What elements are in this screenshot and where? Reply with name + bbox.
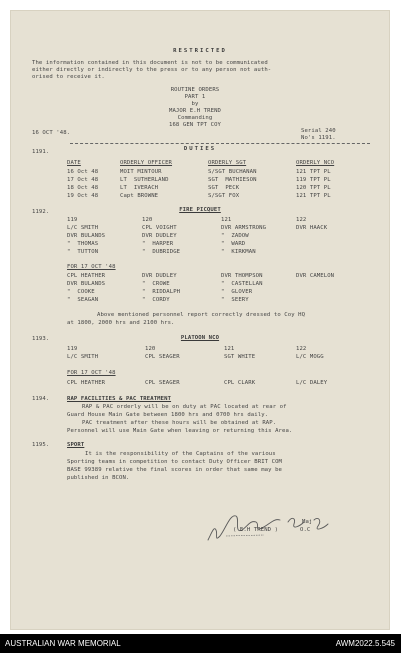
footer-accession-number: AWM2022.5.545: [335, 639, 395, 648]
fire-for-col4-name-1: DVR CAMELON: [296, 273, 335, 279]
rap-line-2: Guard House Main Gate between 1800 hrs and 0700 hrs daily.: [67, 412, 269, 418]
commanding-label: Commanding: [177, 115, 213, 121]
duties-row-1-nco: 121 TPT PL: [296, 169, 331, 175]
fire-121-name-4: " KIRKMAN: [221, 249, 256, 255]
duties-row-4-officer: Capt BROWNE: [120, 193, 159, 199]
fire-note-line-2: at 1800, 2000 hrs and 2100 hrs.: [67, 320, 175, 326]
header-divider: [70, 143, 370, 144]
signature-title: O.C: [300, 527, 311, 533]
order-numbers: No's 1191.: [301, 135, 336, 141]
fire-unit-120: 120: [142, 217, 153, 223]
duties-row-3-officer: LT IVERACH: [120, 185, 159, 191]
order-date: 16 OCT '48.: [32, 130, 71, 136]
duties-row-2-nco: 119 TPT PL: [296, 177, 331, 183]
platoon-unit-120: 120: [145, 346, 156, 352]
section-number-1194: 1194.: [32, 396, 50, 402]
orders-title: ROUTINE ORDERS: [170, 87, 220, 93]
section-number-1192: 1192.: [32, 209, 50, 215]
section-number-1195: 1195.: [32, 442, 50, 448]
duties-row-4-nco: 121 TPT PL: [296, 193, 331, 199]
duties-row-2-sgt: SGT MATHIESON: [208, 177, 257, 183]
notice-line-2: either directly or indirectly to the press or to any person not auth-: [32, 67, 272, 73]
fire-for-col2-name-1: DVR DUDLEY: [142, 273, 177, 279]
fire-119-name-2: DVR BULANDS: [67, 233, 106, 239]
duties-row-3-sgt: SGT PECK: [208, 185, 240, 191]
signature-rank: Maj: [302, 519, 313, 525]
fire-120-name-1: CPL VOIGHT: [142, 225, 177, 231]
fire-for-col3-name-4: " SEERY: [221, 297, 249, 303]
fire-for-col1-name-3: " COOKE: [67, 289, 95, 295]
section-number-1193: 1193.: [32, 336, 50, 342]
sport-line-3: BASE 99389 relative the final scores in order that same may be: [67, 467, 282, 473]
rap-heading: RAP FACILITIES & PAC TREATMENT: [67, 396, 172, 402]
fire-picquet-heading: FIRE PICQUET: [179, 207, 221, 213]
orders-by: by: [191, 101, 199, 107]
commanding-officer: MAJOR E.H TREND: [168, 108, 222, 114]
platoon-name-122: L/C MOGG: [296, 354, 324, 360]
sport-line-4: published in BCON.: [67, 475, 130, 481]
fire-for-col3-name-1: DVR THOMPSON: [221, 273, 263, 279]
serial-number: Serial 240: [301, 128, 336, 134]
fire-unit-119: 119: [67, 217, 78, 223]
duties-col-nco: ORDERLY NCO: [296, 160, 335, 166]
footer-bar: [0, 634, 401, 653]
fire-unit-121: 121: [221, 217, 232, 223]
duties-col-officer: ORDERLY OFFICER: [120, 160, 173, 166]
sport-heading: SPORT: [67, 442, 85, 448]
platoon-unit-119: 119: [67, 346, 78, 352]
unit-name: 168 GEN TPT COY: [168, 122, 222, 128]
duties-row-3-nco: 120 TPT PL: [296, 185, 331, 191]
platoon-for-name-2: CPL SEAGER: [145, 380, 180, 386]
fire-for-col1-name-2: DVR BULANDS: [67, 281, 106, 287]
classification-heading: RESTRICTED: [173, 48, 227, 54]
fire-for-col3-name-3: " GLOVER: [221, 289, 253, 295]
footer-institution: AUSTRALIAN WAR MEMORIAL: [5, 639, 121, 648]
duties-heading: DUTIES: [183, 146, 217, 152]
fire-for-col2-name-3: " RIDDALPH: [142, 289, 181, 295]
platoon-for-name-1: CPL HEATHER: [67, 380, 106, 386]
duties-row-1-sgt: S/SGT BUCHANAN: [208, 169, 257, 175]
platoon-unit-122: 122: [296, 346, 307, 352]
fire-note-line-1: Above mentioned personnel report correctly dressed to Coy HQ: [97, 312, 306, 318]
fire-119-name-4: " TUTTON: [67, 249, 99, 255]
duties-row-4-date: 19 Oct 48: [67, 193, 99, 199]
platoon-for-name-4: L/C DALEY: [296, 380, 328, 386]
platoon-unit-121: 121: [224, 346, 235, 352]
duties-row-1-officer: MOIT MINTOUR: [120, 169, 162, 175]
fire-119-name-3: " THOMAS: [67, 241, 99, 247]
duties-col-sgt: ORDERLY SGT: [208, 160, 247, 166]
fire-for-col2-name-4: " CORDY: [142, 297, 170, 303]
platoon-for-name-3: CPL CLARK: [224, 380, 256, 386]
handwritten-signature: [204, 506, 344, 546]
platoon-for-date-label: FOR 17 OCT '48: [67, 370, 116, 376]
sport-line-1: It is the responsibility of the Captains of the various: [85, 451, 276, 457]
rap-line-1: RAP & PAC orderly will be on duty at PAC located at rear of: [82, 404, 287, 410]
platoon-name-121: SGT WHITE: [224, 354, 256, 360]
fire-unit-122: 122: [296, 217, 307, 223]
fire-120-name-2: DVR DUDLEY: [142, 233, 177, 239]
fire-122-name-1: DVR HAACK: [296, 225, 328, 231]
rap-line-3: PAC treatment after these hours will be obtained at RAP.: [82, 420, 277, 426]
orders-part: PART 1: [184, 94, 206, 100]
duties-row-4-sgt: S/SGT FOX: [208, 193, 240, 199]
sport-line-2: Sporting teams in competition to contact Duty Officer BRIT COM: [67, 459, 282, 465]
duties-col-date: DATE: [67, 160, 81, 166]
platoon-name-120: CPL SEAGER: [145, 354, 180, 360]
fire-120-name-4: " DUBRIDGE: [142, 249, 181, 255]
duties-row-1-date: 16 Oct 48: [67, 169, 99, 175]
fire-120-name-3: " HARPER: [142, 241, 174, 247]
fire-119-name-1: L/C SMITH: [67, 225, 99, 231]
fire-121-name-2: " ZADOW: [221, 233, 249, 239]
fire-for-date-label: FOR 17 OCT '48: [67, 264, 116, 270]
duties-row-2-officer: LT SUTHERLAND: [120, 177, 169, 183]
fire-for-col1-name-1: CPL HEATHER: [67, 273, 106, 279]
fire-121-name-3: " WARD: [221, 241, 246, 247]
platoon-nco-heading: PLATOON NCO: [180, 335, 220, 341]
notice-line-3: orised to receive it.: [32, 74, 105, 80]
platoon-name-119: L/C SMITH: [67, 354, 99, 360]
fire-for-col1-name-4: " SEAGAN: [67, 297, 99, 303]
rap-line-4: Personnel will use Main Gate when leaving or returning this Area.: [67, 428, 293, 434]
fire-for-col2-name-2: " CROWE: [142, 281, 170, 287]
fire-for-col3-name-2: " CASTELLAN: [221, 281, 263, 287]
duties-row-3-date: 18 Oct 48: [67, 185, 99, 191]
notice-line-1: The information contained in this document is not to be communicated: [32, 60, 268, 66]
duties-row-2-date: 17 Oct 48: [67, 177, 99, 183]
signature-name: ( E.H TREND ): [233, 527, 279, 533]
fire-121-name-1: DVR ARMSTRONG: [221, 225, 267, 231]
section-number-1191: 1191.: [32, 149, 50, 155]
